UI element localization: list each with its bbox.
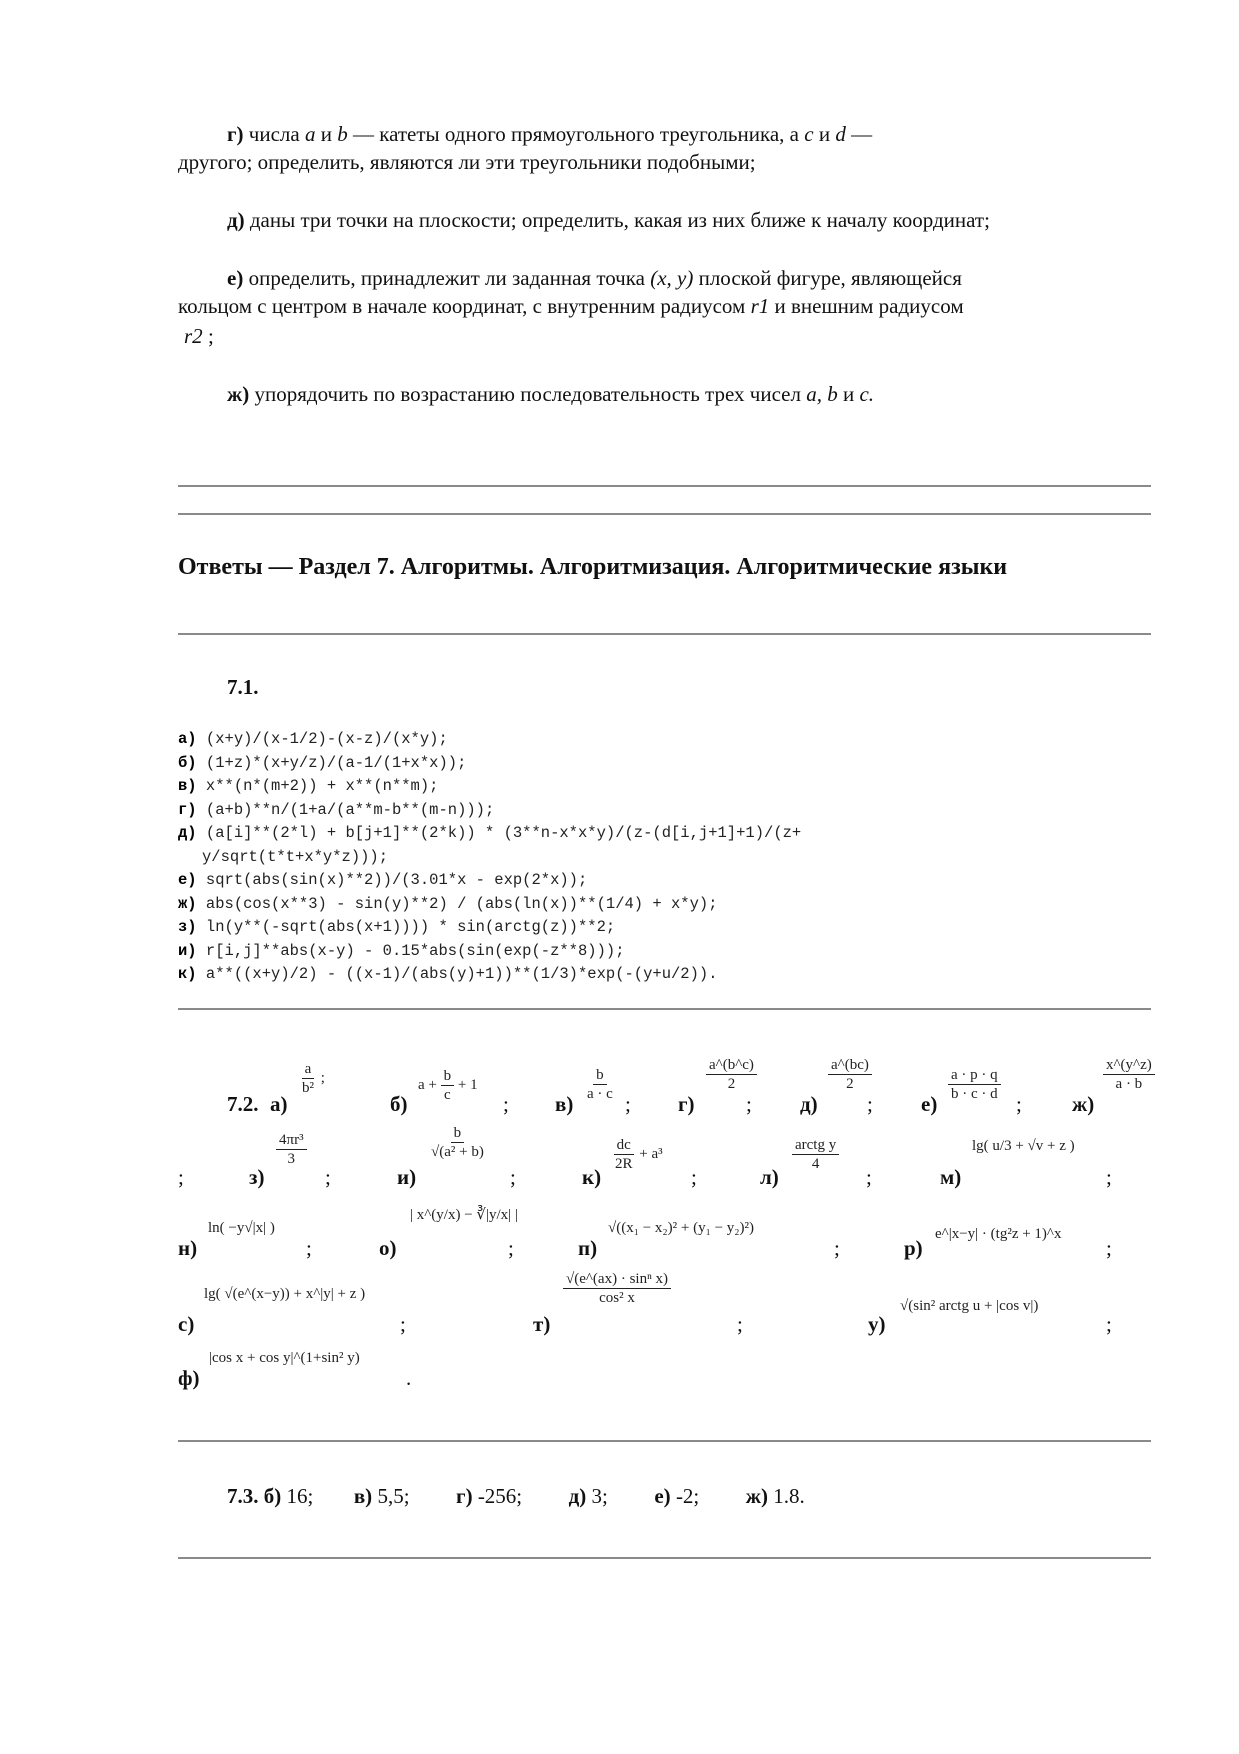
var-b: b bbox=[827, 382, 838, 406]
code-line bbox=[178, 752, 801, 776]
code-label: г) bbox=[178, 800, 197, 819]
code-line bbox=[178, 940, 801, 964]
formula-u: √(sin² arctg u + |cos v|) bbox=[900, 1298, 1039, 1314]
numerator: a^(bc) bbox=[828, 1056, 872, 1075]
semicolon: ; bbox=[867, 1092, 873, 1116]
answer-label: л) bbox=[760, 1165, 779, 1189]
answer-label: д) bbox=[568, 1484, 587, 1508]
answer-value: -256; bbox=[477, 1484, 523, 1508]
semicolon: ; bbox=[691, 1165, 697, 1189]
formula-m: lg( u/3 + √v + z ) bbox=[972, 1138, 1075, 1154]
numerator: arctg y bbox=[792, 1136, 839, 1155]
semicolon: ; bbox=[325, 1165, 331, 1189]
point-xy: (x, y) bbox=[650, 266, 694, 290]
denominator: √(a² + b) bbox=[431, 1144, 484, 1160]
var-b: b bbox=[337, 122, 348, 146]
task-text: даны три точки на плоскости; определить, какая из них ближе к началу координат; bbox=[249, 208, 990, 232]
numerator: 4πr³ bbox=[276, 1131, 307, 1150]
answer-value: 16; bbox=[286, 1484, 314, 1508]
numerator: dc bbox=[614, 1136, 634, 1155]
task-label: д) bbox=[227, 208, 245, 232]
answer-label: к) bbox=[582, 1165, 602, 1189]
task-d bbox=[227, 206, 990, 234]
formula-part: + a³ bbox=[639, 1145, 663, 1162]
task-text: определить, принадлежит ли заданная точка bbox=[248, 266, 645, 290]
formula-i bbox=[428, 1124, 487, 1161]
semicolon: ; bbox=[1106, 1312, 1112, 1336]
code-line bbox=[178, 799, 801, 823]
formula-l bbox=[792, 1136, 839, 1173]
code-text: (a[i]**(2*l) + b[j+1]**(2*k)) * (3**n-x*x*y)/(z-(d[i,j+1]+1)/(z+ bbox=[205, 824, 802, 842]
divider bbox=[178, 1557, 1151, 1559]
task-g-line1 bbox=[227, 120, 872, 148]
section-7-1-code bbox=[178, 728, 801, 987]
code-text: x**(n*(m+2)) + x**(n**m); bbox=[205, 777, 439, 795]
task-e-line2 bbox=[178, 292, 964, 320]
semicolon: ; bbox=[306, 1236, 312, 1260]
semicolon: ; bbox=[1106, 1165, 1112, 1189]
answer-label: г) bbox=[678, 1092, 695, 1116]
denominator: cos² x bbox=[599, 1290, 635, 1306]
task-e-line3 bbox=[184, 322, 214, 350]
divider bbox=[178, 485, 1151, 487]
code-text: r[i,j]**abs(x-y) - 0.15*abs(sin(exp(-z**8))); bbox=[205, 941, 625, 960]
formula-d bbox=[828, 1056, 872, 1093]
code-label: к) bbox=[178, 965, 197, 983]
semicolon: ; bbox=[503, 1092, 509, 1116]
code-text: (1+z)*(x+y/z)/(a-1/(1+x*x)); bbox=[205, 753, 467, 772]
semicolon: ; bbox=[737, 1312, 743, 1336]
formula-r: e^|x−y| · (tg²z + 1)^x bbox=[935, 1226, 1062, 1242]
semicolon: ; bbox=[834, 1236, 840, 1260]
denominator: b · c · d bbox=[951, 1086, 998, 1102]
var-c: c bbox=[804, 122, 814, 146]
answer-label: п) bbox=[578, 1236, 598, 1260]
code-label: а) bbox=[178, 730, 197, 748]
task-text: и bbox=[320, 122, 332, 146]
answer-label: у) bbox=[868, 1312, 886, 1336]
answer-label: н) bbox=[178, 1236, 198, 1260]
answer-label: ж) bbox=[745, 1484, 768, 1508]
formula-v bbox=[584, 1066, 616, 1103]
formula-k bbox=[612, 1136, 663, 1173]
answer-label: и) bbox=[397, 1165, 417, 1189]
code-line bbox=[178, 822, 801, 846]
answer-label: з) bbox=[249, 1165, 265, 1189]
numerator: b bbox=[593, 1066, 607, 1085]
section-7-2-heading: 7.2. bbox=[227, 1092, 259, 1116]
code-label: ж) bbox=[178, 894, 197, 913]
denominator: 2R bbox=[615, 1156, 633, 1172]
section-7-1-heading: 7.1. bbox=[227, 675, 259, 699]
answer-label: д) bbox=[800, 1092, 818, 1116]
answer-label: ж) bbox=[1072, 1092, 1095, 1116]
code-line bbox=[178, 916, 801, 940]
formula-f: |cos x + cos y|^(1+sin² y) bbox=[209, 1350, 360, 1366]
task-text: плоской фигуре, являющейся bbox=[698, 266, 962, 290]
var-c: c. bbox=[859, 382, 875, 406]
task-text: упорядочить по возрастанию последовательность трех чисел bbox=[254, 382, 801, 406]
answer-label: б) bbox=[263, 1484, 282, 1508]
code-text: y/sqrt(t*t+x*y*z))); bbox=[202, 847, 389, 866]
answer-label: м) bbox=[940, 1165, 962, 1189]
answer-label: р) bbox=[904, 1236, 923, 1260]
formula-n: ln( −y√|x| ) bbox=[208, 1220, 275, 1236]
code-label: и) bbox=[178, 941, 197, 960]
semicolon: ; bbox=[510, 1165, 516, 1189]
task-text: — bbox=[851, 122, 873, 146]
formula-zh bbox=[1103, 1056, 1155, 1093]
code-line bbox=[178, 963, 801, 987]
var-a: a bbox=[304, 122, 316, 146]
code-line bbox=[178, 893, 801, 917]
var-r1: r1 bbox=[750, 294, 770, 318]
task-text: ; bbox=[207, 324, 214, 348]
answer-value: 1.8. bbox=[773, 1484, 805, 1508]
divider bbox=[178, 513, 1151, 515]
answer-value: 3; bbox=[591, 1484, 608, 1508]
answer-label: в) bbox=[353, 1484, 373, 1508]
answer-label: с) bbox=[178, 1312, 195, 1336]
task-label: е) bbox=[227, 266, 244, 290]
formula-t bbox=[563, 1270, 671, 1307]
formula-z bbox=[276, 1131, 307, 1168]
task-text: и внешним радиусом bbox=[774, 294, 964, 318]
answer-label: г) bbox=[456, 1484, 473, 1508]
numerator: a bbox=[302, 1060, 315, 1079]
formula-p: √((x₁ − x₂)² + (y₁ − y₂)²) bbox=[608, 1220, 754, 1236]
divider bbox=[178, 1008, 1151, 1010]
section-7-3-heading: 7.3. bbox=[227, 1484, 259, 1508]
divider bbox=[178, 633, 1151, 635]
formula-o: | x^(y/x) − ∛|y/x| | bbox=[410, 1207, 518, 1223]
formula-s: lg( √(e^(x−y)) + x^|y| + z ) bbox=[204, 1286, 366, 1302]
answer-value: -2; bbox=[675, 1484, 700, 1508]
answer-label: е) bbox=[654, 1484, 671, 1508]
numerator: b bbox=[451, 1124, 465, 1143]
denominator: a · b bbox=[1115, 1076, 1143, 1092]
divider bbox=[178, 1440, 1151, 1442]
denominator: 3 bbox=[287, 1151, 296, 1167]
answer-label: о) bbox=[379, 1236, 397, 1260]
answer-label: ф) bbox=[178, 1366, 200, 1390]
code-line bbox=[178, 869, 801, 893]
task-text: числа bbox=[248, 122, 300, 146]
semicolon: ; bbox=[866, 1165, 872, 1189]
answer-label: а) bbox=[270, 1092, 288, 1116]
code-text: (a+b)**n/(1+a/(a**m-b**(m-n))); bbox=[205, 800, 495, 819]
semicolon: ; bbox=[746, 1092, 752, 1116]
task-text: — катеты одного прямоугольного треугольника, а bbox=[352, 122, 799, 146]
denominator: a · c bbox=[587, 1086, 613, 1102]
var-a: a, bbox=[806, 382, 822, 406]
task-zh bbox=[227, 380, 874, 408]
code-text: ln(y**(-sqrt(abs(x+1)))) * sin(arctg(z))**2; bbox=[205, 918, 616, 936]
code-label: в) bbox=[178, 777, 197, 795]
code-label: д) bbox=[178, 824, 197, 842]
code-text: a**((x+y)/2) - ((x-1)/(abs(y)+1))**(1/3)*exp(-(y+u/2)). bbox=[205, 965, 718, 983]
numerator: x^(y^z) bbox=[1103, 1056, 1155, 1075]
code-line bbox=[178, 728, 801, 752]
numerator: a^(b^c) bbox=[706, 1056, 757, 1075]
code-label: е) bbox=[178, 871, 197, 889]
answers-title: Ответы — Раздел 7. Алгоритмы. Алгоритмизация. Алгоритмические языки bbox=[178, 554, 1008, 580]
denominator: c bbox=[444, 1087, 451, 1103]
task-e-line1 bbox=[227, 264, 962, 292]
answer-label: б) bbox=[390, 1092, 408, 1116]
denominator: 2 bbox=[727, 1076, 736, 1092]
task-label: ж) bbox=[227, 382, 250, 406]
formula-g bbox=[706, 1056, 757, 1093]
period: . bbox=[406, 1366, 412, 1390]
answer-label: в) bbox=[555, 1092, 574, 1116]
semicolon: ; bbox=[508, 1236, 514, 1260]
formula-part: a + bbox=[418, 1076, 437, 1093]
task-g-line2: другого; определить, являются ли эти треугольники подобными; bbox=[178, 150, 756, 174]
semicolon: ; bbox=[400, 1312, 406, 1336]
formula-b bbox=[418, 1067, 478, 1104]
formula-a bbox=[299, 1060, 325, 1097]
formula-e bbox=[948, 1066, 1001, 1103]
answer-label: е) bbox=[921, 1092, 938, 1116]
denominator: 2 bbox=[846, 1076, 854, 1092]
code-text: (x+y)/(x-1/2)-(x-z)/(x*y); bbox=[205, 730, 448, 748]
formula-part: + 1 bbox=[457, 1076, 478, 1093]
var-d: d bbox=[835, 122, 846, 146]
code-line bbox=[178, 846, 801, 870]
code-label: б) bbox=[178, 753, 197, 772]
answer-value: 5,5; bbox=[377, 1484, 410, 1508]
section-7-3 bbox=[227, 1482, 805, 1510]
code-text: sqrt(abs(sin(x)**2))/(3.01*x - exp(2*x)); bbox=[205, 871, 588, 889]
semicolon: ; bbox=[625, 1092, 631, 1116]
numerator: √(e^(ax) · sinⁿ x) bbox=[563, 1270, 671, 1289]
code-label: з) bbox=[178, 918, 197, 936]
semicolon: ; bbox=[1016, 1092, 1022, 1116]
task-text: кольцом с центром в начале координат, с внутренним радиусом bbox=[178, 294, 746, 318]
code-line bbox=[178, 775, 801, 799]
answer-label: т) bbox=[533, 1312, 551, 1336]
denominator: 4 bbox=[811, 1156, 820, 1172]
task-text: и bbox=[818, 122, 831, 146]
code-text: abs(cos(x**3) - sin(y)**2) / (abs(ln(x))**(1/4) + x*y); bbox=[205, 894, 718, 913]
var-r2: r2 bbox=[184, 324, 203, 348]
semicolon: ; bbox=[320, 1069, 325, 1086]
semicolon: ; bbox=[1106, 1236, 1112, 1260]
denominator: b² bbox=[302, 1080, 314, 1096]
task-label: г) bbox=[227, 122, 244, 146]
task-text: и bbox=[842, 382, 855, 406]
semicolon: ; bbox=[178, 1165, 184, 1189]
numerator: a · p · q bbox=[948, 1066, 1001, 1085]
numerator: b bbox=[441, 1067, 455, 1086]
